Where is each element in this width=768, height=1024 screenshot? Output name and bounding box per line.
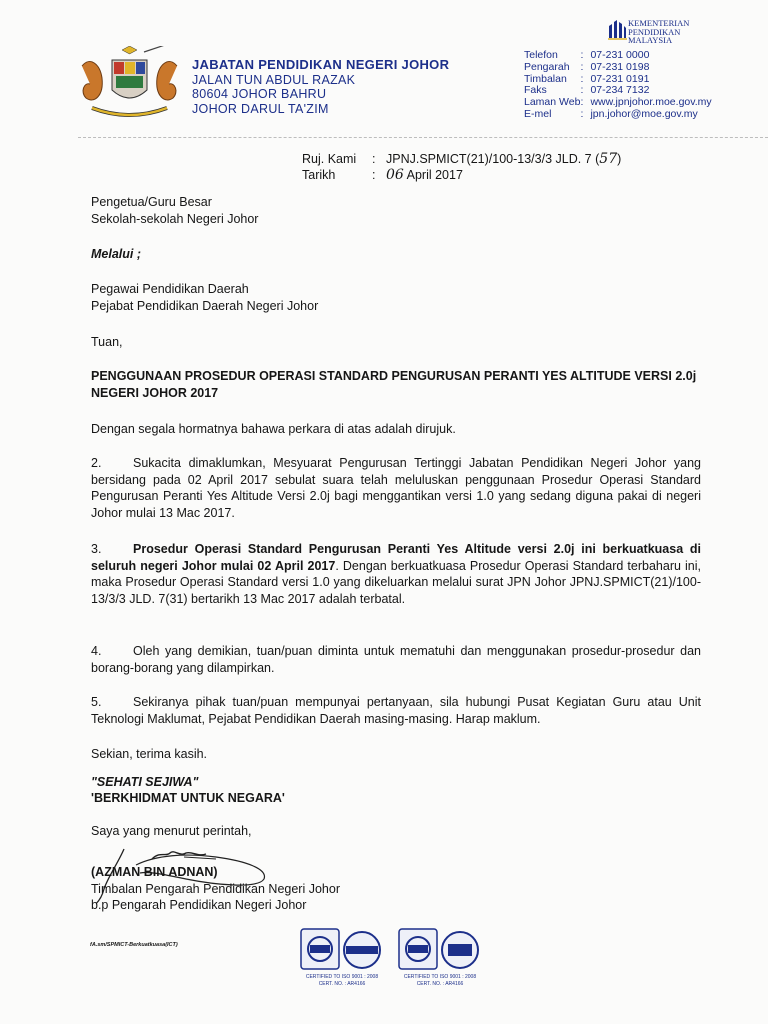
paragraph-number: 3.	[91, 542, 102, 556]
date-month-year: April 2017	[406, 168, 463, 182]
paragraph-text: Oleh yang demikian, tuan/puan diminta untuk mematuhi dan menggunakan prosedur-prosedur dan borang-borang yang dilampirkan.	[91, 644, 701, 675]
paragraph-text: Sekiranya pihak tuan/puan mempunyai pertanyaan, sila hubungi Pusat Kegiatan Guru atau Unit Teknologi Maklumat, Pejabat Pendidikan Daerah masing-masing. Harap maklum.	[91, 695, 701, 726]
recipient-line: Pengetua/Guru Besar	[91, 195, 212, 209]
contact-label: Faks	[524, 84, 547, 97]
contact-value: 07-231 0191	[590, 72, 650, 85]
contact-value: 07-231 0000	[590, 49, 650, 61]
ref-value	[386, 151, 621, 167]
paragraph-number: 5.	[91, 695, 102, 709]
ref-handwritten-number: 57	[599, 151, 618, 167]
website-link[interactable]: www.jpnjohor.moe.gov.my	[590, 96, 712, 109]
contact-label: Laman Web	[524, 96, 581, 109]
recipient-block	[91, 194, 701, 227]
contact-separator: :	[580, 96, 584, 109]
date-row	[302, 167, 621, 183]
contact-separator: :	[580, 49, 584, 61]
address-line: JOHOR DARUL TA'ZIM	[192, 101, 329, 116]
ministry-name	[628, 19, 689, 45]
contact-label: Telefon	[524, 49, 558, 61]
agency-address	[192, 58, 449, 116]
certification-text: CERTIFIED TO ISO 9001 : 2008	[305, 974, 379, 980]
via-block	[91, 281, 701, 314]
reference-row	[302, 151, 621, 167]
salutation: Tuan,	[91, 335, 123, 349]
contact-value: 07-231 0198	[590, 60, 650, 73]
ref-number: JPNJ.SPMICT(21)/100-13/3/3 JLD. 7 (	[386, 152, 600, 166]
date-handwritten-day: 06	[386, 167, 404, 183]
signatory-title: b.p Pengarah Pendidikan Negeri Johor	[91, 898, 307, 912]
address-line: 80604 JOHOR BAHRU	[192, 87, 327, 101]
paragraph-2	[91, 455, 701, 521]
via-line: Pegawai Pendidikan Daerah	[91, 282, 249, 296]
contact-row	[524, 62, 712, 74]
contact-separator: :	[580, 72, 584, 85]
ministry-line: KEMENTERIAN	[628, 18, 690, 28]
via-label: Melalui ;	[91, 247, 142, 261]
certification-number: CERT. NO. : AR4166	[318, 981, 366, 987]
date-separator: :	[372, 168, 376, 182]
agency-name: JABATAN PENDIDIKAN NEGERI JOHOR	[192, 57, 450, 72]
motto-line-2: 'BERKHIDMAT UNTUK NEGARA'	[91, 791, 285, 805]
recipient-line: Sekolah-sekolah Negeri Johor	[91, 211, 259, 226]
contact-separator: :	[580, 60, 584, 73]
paragraph-text: Sukacita dimaklumkan, Mesyuarat Pengurusan Tertinggi Jabatan Pendidikan Negeri Johor yang bersidang pada 02 April 2017 sebulat suara telah meluluskan penggunaan Prosedur Operasi Standard Pengurusan Peranti Yes Altitude Versi 2.0j bagi menggantikan versi 1.0 yang sedang diguna pakai di negeri Johor mulai 13 Mac 2017.	[91, 456, 701, 520]
reference-block	[302, 151, 621, 183]
certification-text: CERTIFIED TO ISO 9001 : 2008	[403, 974, 477, 980]
iqnet-certification-icon	[398, 928, 482, 972]
ref-label: Ruj. Kami	[302, 152, 357, 166]
contact-table	[524, 50, 712, 121]
header-divider	[78, 137, 768, 138]
ref-close: )	[617, 152, 622, 166]
state-crest-logo	[72, 46, 187, 121]
motto-line-1: "SEHATI SEJIWA"	[91, 775, 199, 789]
contact-separator: :	[580, 107, 584, 120]
contact-row	[524, 109, 712, 121]
certification-badge	[394, 928, 486, 990]
signatory-name: (AZMAN BIN ADNAN)	[91, 865, 218, 879]
ref-separator: :	[372, 152, 376, 166]
contact-value: 07-234 7132	[590, 84, 650, 97]
closing-line: Sekian, terima kasih.	[91, 747, 208, 761]
address-line: JALAN TUN ABDUL RAZAK	[192, 72, 356, 87]
paragraph-3	[91, 541, 701, 607]
date-label: Tarikh	[302, 168, 336, 182]
letter-subject: PENGGUNAAN PROSEDUR OPERASI STANDARD PENGURUSAN PERANTI YES ALTITUDE VERSI 2.0j NEGERI JOHOR 2017	[91, 369, 697, 400]
quality-system-icon	[300, 928, 384, 972]
signatory-title: Timbalan Pengarah Pendidikan Negeri Johor	[91, 881, 340, 896]
ministry-line: PENDIDIKAN	[628, 26, 681, 37]
intro-paragraph: Dengan segala hormatnya bahawa perkara di atas adalah dirujuk.	[91, 422, 456, 436]
certification-badge	[296, 928, 388, 990]
paragraph-text: . Dengan berkuatkuasa Prosedur Operasi Standard terbaharu ini, maka Prosedur Operasi Standard versi 1.0 yang dikeluarkan melalui surat JPN Johor JPNJ.SPMICT(21)/100-13/3/3 JLD. 7(31) bertarikh 13 Mac 2017 adalah terbatal.	[91, 558, 702, 606]
paragraph-5	[91, 694, 701, 727]
certification-number: CERT. NO. : AR4166	[416, 981, 464, 987]
paragraph-4	[91, 643, 701, 676]
contact-separator: :	[580, 84, 584, 97]
email-link[interactable]: jpn.johor@moe.gov.my	[590, 107, 698, 120]
date-value	[386, 167, 621, 183]
contact-label: Timbalan	[524, 72, 567, 85]
sign-intro: Saya yang menurut perintah,	[91, 824, 252, 838]
paragraph-number: 4.	[91, 644, 102, 658]
via-line: Pejabat Pendidikan Daerah Negeri Johor	[91, 298, 319, 313]
signatory-block	[91, 864, 701, 914]
contact-label: Pengarah	[524, 60, 570, 73]
file-reference: fA.sm/SPMICT-Berkuatkuasa(ICT)	[90, 942, 178, 948]
ministry-logo-icon	[606, 16, 628, 42]
contact-label: E-mel	[524, 107, 552, 120]
paragraph-emphasis: Prosedur Operasi Standard Pengurusan Peranti Yes Altitude versi 2.0j ini berkuatkuasa di seluruh negeri Johor mulai 02 April 2017	[91, 542, 701, 573]
paragraph-number: 2.	[91, 456, 102, 470]
ministry-line: MALAYSIA	[628, 35, 673, 45]
